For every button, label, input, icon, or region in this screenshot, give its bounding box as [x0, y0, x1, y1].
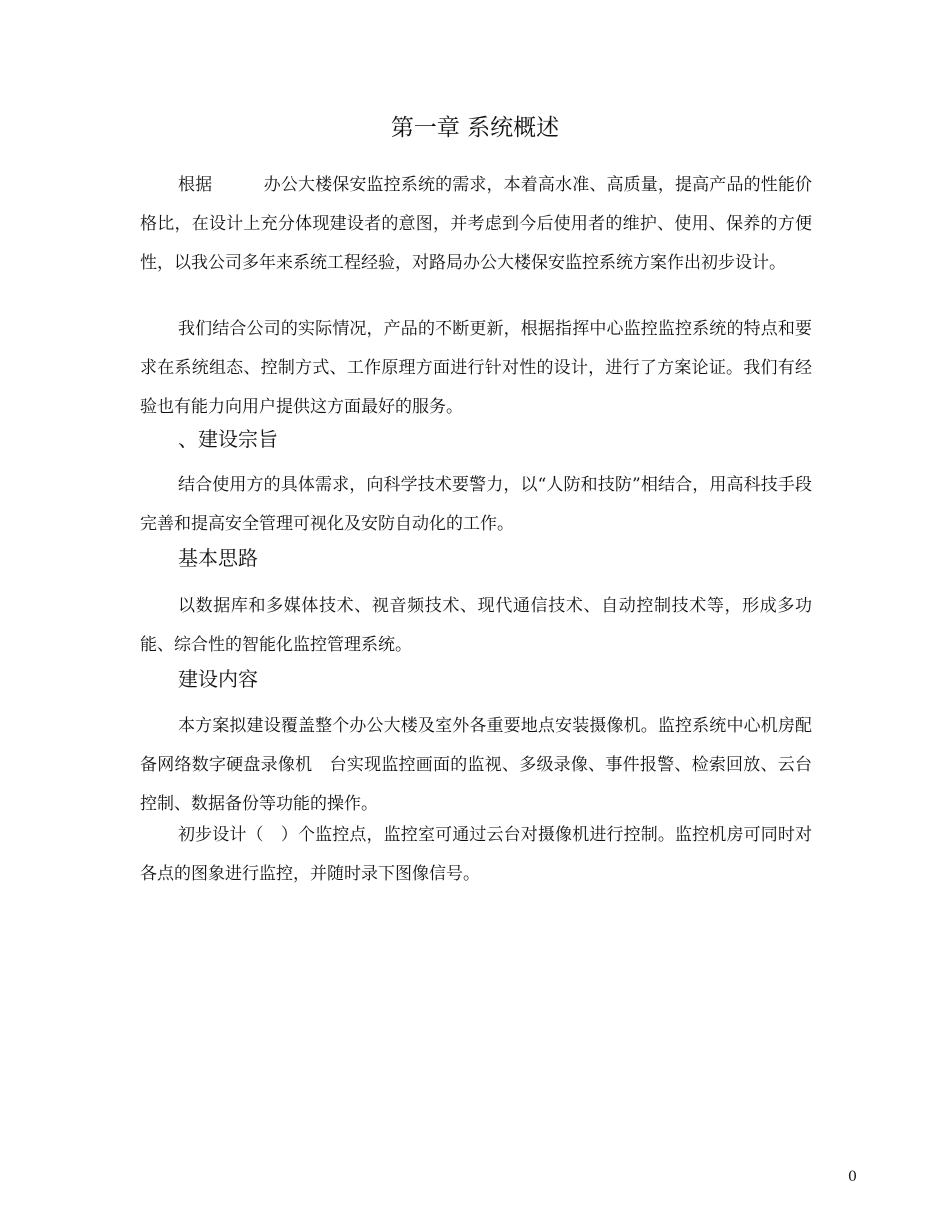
paragraph-content: 本方案拟建设覆盖整个办公大楼及室外各重要地点安装摄像机。监控系统中心机房配备网络数字硬盘录像机 台实现监控画面的监视、多级录像、事件报警、检索回放、云台控制、数据备份等功能的操作。	[140, 716, 812, 814]
paragraph-requirements: 根据 办公大楼保安监控系统的需求，本着高水准、高质量，提高产品的性能价格比，在设计上充分体现建设者的意图，并考虑到今后使用者的维护、使用、保养的方便性，以我公司多年来系统工程经验，对路局办公大楼保安监控系统方案作出初步设计。	[140, 175, 812, 273]
paragraph-company-situation: 我们结合公司的实际情况，产品的不断更新，根据指挥中心监控监控系统的特点和要求在系统组态、控制方式、工作原理方面进行针对性的设计，进行了方案论证。我们有经验也有能力向用户提供这方面最好的服务。	[140, 319, 812, 417]
heading-construction-content: 建设内容	[178, 667, 258, 691]
page-number: 0	[848, 1169, 857, 1185]
paragraph-purpose: 结合使用方的具体需求，向科学技术要警力，以“人防和技防”相结合，用高科技手段完善和提高安全管理可视化及安防自动化的工作。	[140, 475, 812, 534]
heading-construction-purpose: 、建设宗旨	[178, 427, 278, 451]
chapter-title: 第一章 系统概述	[390, 115, 560, 141]
paragraph-preliminary-design: 初步设计（ ）个监控点，监控室可通过云台对摄像机进行控制。监控机房可同时对各点的图象进行监控，并随时录下图像信号。	[140, 825, 812, 884]
paragraph-approach: 以数据库和多媒体技术、视音频技术、现代通信技术、自动控制技术等，形成多功能、综合性的智能化监控管理系统。	[140, 596, 812, 655]
heading-basic-approach: 基本思路	[178, 546, 258, 570]
